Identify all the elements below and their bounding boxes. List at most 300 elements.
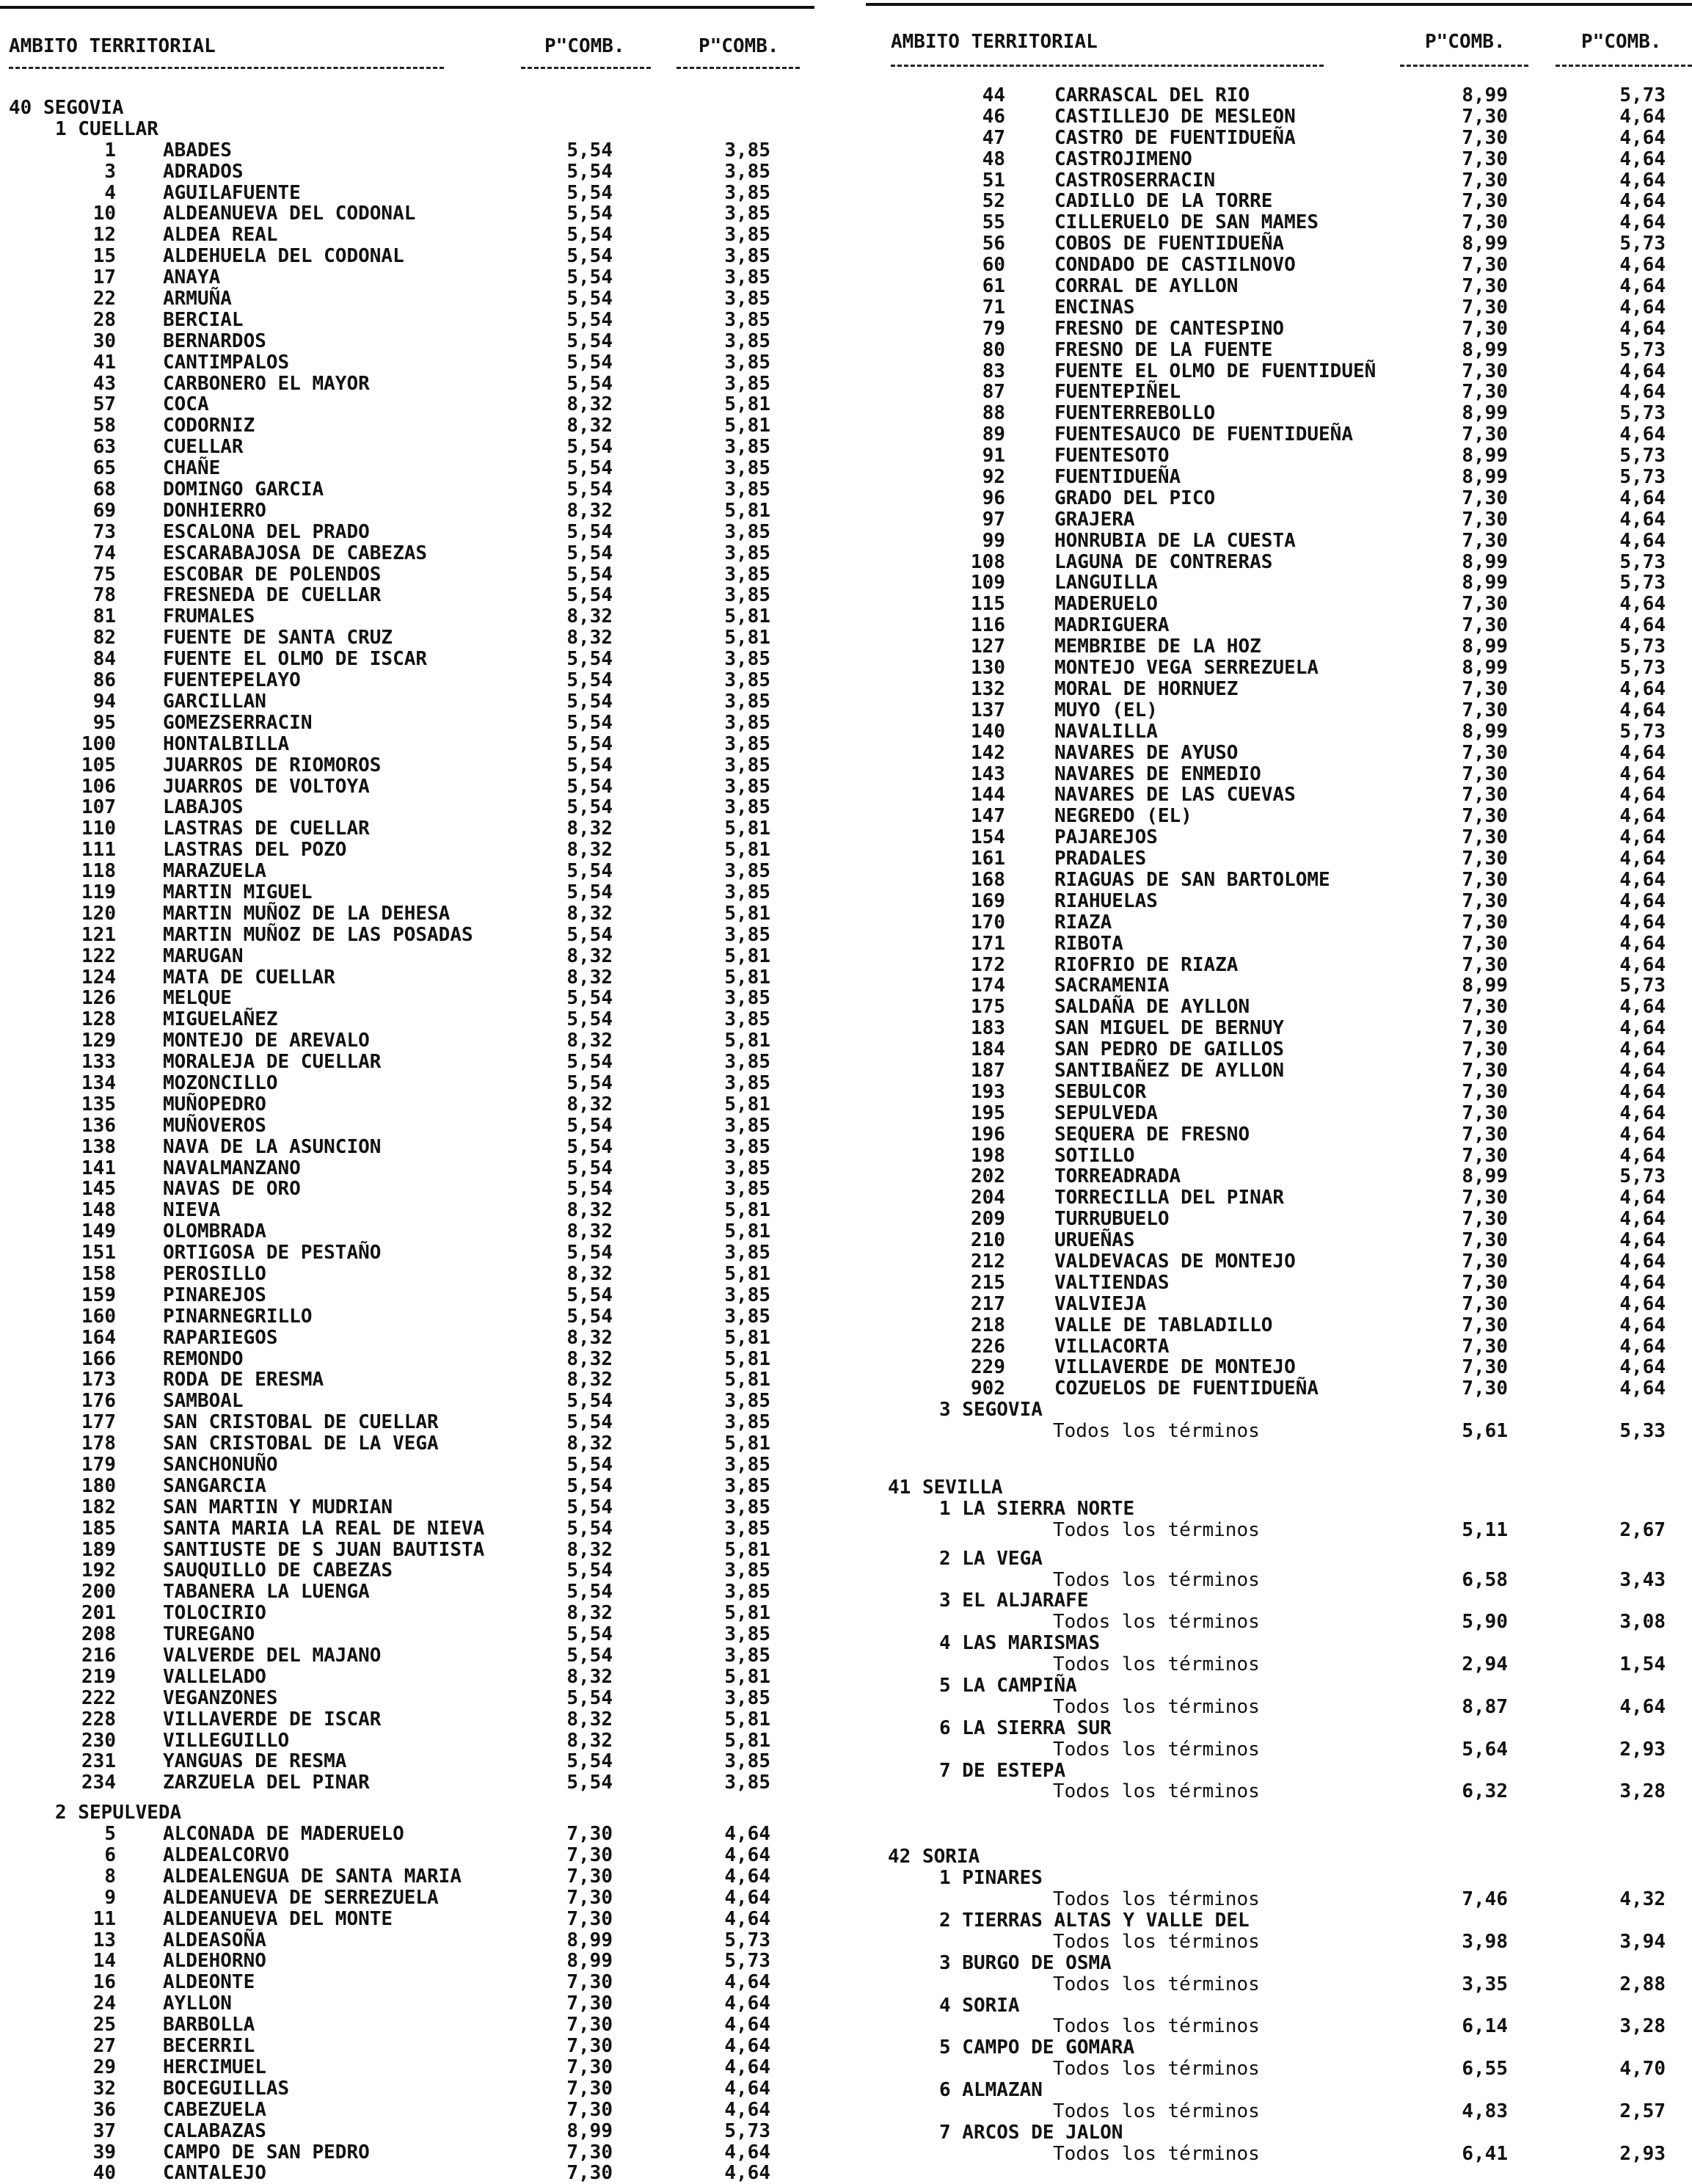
p-comb-value-2: 5,73	[1619, 720, 1666, 743]
municipality-row	[0, 797, 814, 818]
municipality-row	[866, 1146, 1692, 1167]
municipality-code: 127	[971, 636, 1005, 658]
municipality-name: JUARROS DE VOLTOYA	[163, 775, 370, 798]
p-comb-value-1: 8,32	[566, 1602, 613, 1625]
municipality-row	[866, 106, 1692, 128]
municipality-name: TOLOCIRIO	[163, 1602, 266, 1625]
municipality-name: GRADO DEL PICO	[1054, 487, 1216, 509]
municipality-code: 124	[81, 966, 116, 989]
p-comb-value-1: 7,30	[1462, 868, 1508, 891]
p-comb-value-1: 5,54	[566, 245, 613, 268]
municipality-name: MORAL DE HORNUEZ	[1054, 677, 1239, 700]
municipality-row	[866, 191, 1692, 212]
municipality-code: 178	[81, 1433, 116, 1455]
municipality-name: FRUMALES	[163, 605, 255, 628]
p-comb-value-2: 3,85	[724, 139, 770, 161]
p-comb-value-2: 3,85	[724, 1645, 770, 1667]
municipality-code: 166	[81, 1347, 116, 1370]
comarca-heading	[866, 1761, 1692, 1782]
municipality-code: 147	[971, 805, 1005, 828]
municipality-name: TURRUBUELO	[1054, 1208, 1170, 1231]
municipality-code: 148	[81, 1199, 116, 1222]
municipality-row	[866, 1357, 1692, 1378]
p-comb-value-1: 7,30	[1462, 1208, 1508, 1231]
municipality-code: 111	[81, 839, 116, 862]
p-comb-value-1: 5,54	[566, 1474, 613, 1497]
p-comb-value-1: 8,32	[566, 1326, 613, 1349]
p-comb-value-2: 4,64	[1619, 1271, 1666, 1294]
municipality-name: FUENTEPIÑEL	[1054, 381, 1181, 404]
p-comb-value-1: 7,30	[1462, 1356, 1508, 1379]
p-comb-value-1: 7,30	[1462, 593, 1508, 616]
comarca-heading	[866, 2122, 1692, 2144]
municipality-code: 136	[81, 1114, 116, 1137]
municipality-name: CASTILLEJO DE MESLEON	[1054, 105, 1296, 128]
municipality-name: NAVALMANZANO	[163, 1157, 301, 1179]
comarca-heading	[866, 1675, 1692, 1697]
municipality-row	[0, 988, 814, 1009]
p-comb-value-1: 7,30	[566, 2098, 613, 2121]
municipality-name: SOTILLO	[1054, 1144, 1135, 1167]
p-comb-value-2: 3,85	[724, 478, 770, 501]
municipality-name: VILLEGUILLO	[163, 1729, 290, 1752]
municipality-name: ALDEANUEVA DE SERREZUELA	[163, 1886, 439, 1909]
municipality-name: NIEVA	[163, 1199, 221, 1222]
municipality-name: BERNARDOS	[163, 330, 266, 352]
municipality-code: 110	[81, 818, 116, 840]
municipality-row	[866, 636, 1692, 658]
comarca-name: 3 EL ALJARAFE	[939, 1590, 1089, 1612]
all-terms-row	[866, 2016, 1692, 2037]
p-comb-value-2: 4,64	[1619, 911, 1666, 933]
municipality-code: 52	[982, 190, 1005, 213]
municipality-name: ALDEHORNO	[163, 1950, 266, 1973]
municipality-code: 170	[971, 911, 1005, 933]
p-comb-value-1: 5,54	[566, 1750, 613, 1773]
municipality-name: CODORNIZ	[163, 415, 255, 437]
p-comb-value-2: 4,64	[724, 1823, 770, 1846]
p-comb-value-1: 7,30	[1462, 381, 1508, 404]
p-comb-value-2: 4,64	[724, 1992, 770, 2015]
p-comb-value-2: 5,81	[724, 1369, 770, 1391]
municipality-row	[0, 1909, 814, 1930]
p-comb-value-1: 5,54	[566, 881, 613, 903]
p-comb-value-1: 8,99	[1462, 975, 1508, 997]
municipality-code: 195	[971, 1102, 1005, 1124]
municipality-row	[866, 509, 1692, 531]
p-comb-value-2: 5,81	[724, 1030, 770, 1052]
municipality-row	[0, 415, 814, 437]
p-comb-value-2: 4,64	[1619, 529, 1666, 552]
municipality-name: ESCOBAR DE POLENDOS	[163, 563, 382, 586]
municipality-code: 143	[971, 762, 1005, 785]
municipality-code: 219	[81, 1665, 116, 1688]
p-comb-value-2: 3,08	[1619, 1611, 1666, 1634]
p-comb-value-2: 5,81	[724, 1220, 770, 1243]
p-comb-value-1: 8,32	[566, 1708, 613, 1730]
p-comb-value-1: 8,99	[1462, 550, 1508, 573]
municipality-code: 17	[92, 266, 116, 289]
municipality-code: 69	[92, 499, 116, 522]
p-comb-value-2: 4,64	[1619, 826, 1666, 849]
p-comb-value-2: 5,81	[724, 1199, 770, 1222]
municipality-code: 25	[92, 2014, 116, 2036]
municipality-row	[866, 149, 1692, 170]
p-comb-value-2: 5,81	[724, 1326, 770, 1349]
municipality-code: 1	[104, 139, 116, 161]
comarca-heading	[866, 1995, 1692, 2017]
p-comb-value-1: 5,64	[1462, 1738, 1508, 1761]
municipality-name: ENCINAS	[1054, 296, 1135, 318]
p-comb-value-2: 3,43	[1619, 1568, 1666, 1591]
p-comb-value-1: 7,30	[1462, 423, 1508, 446]
municipality-name: SANGARCIA	[163, 1474, 266, 1497]
p-comb-value-2: 4,64	[1619, 932, 1666, 955]
comarca-heading	[866, 1868, 1692, 1889]
p-comb-value-2: 3,85	[724, 860, 770, 883]
municipality-name: FUENTE EL OLMO DE FUENTIDUEÑ	[1054, 360, 1376, 382]
municipality-code: 202	[971, 1165, 1005, 1188]
p-comb-value-1: 5,54	[566, 1454, 613, 1476]
municipality-code: 9	[104, 1886, 116, 1909]
p-comb-value-1: 8,32	[566, 1199, 613, 1222]
comarca-heading	[866, 1633, 1692, 1654]
all-terms-label: Todos los términos	[1053, 1653, 1260, 1676]
municipality-row	[866, 1378, 1692, 1399]
municipality-row	[0, 2078, 814, 2100]
municipality-name: LANGUILLA	[1054, 572, 1158, 594]
municipality-name: ESCALONA DEL PRADO	[163, 520, 370, 543]
municipality-row	[866, 1294, 1692, 1315]
p-comb-value-1: 7,30	[566, 1844, 613, 1867]
municipality-row	[866, 1124, 1692, 1146]
municipality-name: VALLELADO	[163, 1665, 266, 1688]
p-comb-value-1: 5,54	[566, 1517, 613, 1540]
municipality-row	[0, 818, 814, 840]
p-comb-value-1: 5,54	[566, 181, 613, 204]
municipality-code: 105	[81, 754, 116, 776]
p-comb-value-2: 5,81	[724, 1729, 770, 1752]
municipality-name: BARBOLLA	[163, 2014, 255, 2036]
p-comb-value-1: 6,41	[1462, 2142, 1508, 2165]
p-comb-value-1: 5,54	[566, 1008, 613, 1031]
p-comb-value-1: 7,30	[1462, 317, 1508, 340]
municipality-name: SAN CRISTOBAL DE CUELLAR	[163, 1411, 439, 1434]
p-comb-value-2: 4,64	[1619, 1017, 1666, 1040]
p-comb-value-2: 4,64	[1619, 1229, 1666, 1252]
p-comb-value-1: 8,99	[1462, 720, 1508, 743]
p-comb-value-1: 7,30	[1462, 296, 1508, 318]
municipality-name: NAVAS DE ORO	[163, 1178, 301, 1201]
municipality-name: SAN MARTIN Y MUDRIAN	[163, 1496, 393, 1518]
municipality-name: MADERUELO	[1054, 593, 1158, 616]
municipality-name: COZUELOS DE FUENTIDUEÑA	[1054, 1377, 1319, 1400]
p-comb-value-2: 5,81	[724, 818, 770, 840]
municipality-code: 196	[971, 1123, 1005, 1146]
municipality-code: 118	[81, 860, 116, 883]
municipality-name: AYLLON	[163, 1992, 232, 2015]
p-comb-value-1: 6,32	[1462, 1780, 1508, 1803]
p-comb-value-2: 3,85	[724, 754, 770, 776]
municipality-code: 234	[81, 1772, 116, 1794]
municipality-row	[0, 649, 814, 670]
municipality-row	[866, 255, 1692, 276]
p-comb-value-1: 8,99	[1462, 84, 1508, 106]
p-comb-value-2: 5,81	[724, 1602, 770, 1625]
municipality-row	[0, 246, 814, 267]
municipality-name: SANCHONUÑO	[163, 1454, 278, 1476]
p-comb-value-1: 5,54	[566, 711, 613, 734]
comarca-name: 4 LAS MARISMAS	[939, 1632, 1101, 1655]
municipality-row	[866, 1018, 1692, 1039]
p-comb-value-1: 7,30	[1462, 211, 1508, 234]
all-terms-label: Todos los términos	[1053, 2058, 1260, 2081]
municipality-row	[866, 1315, 1692, 1336]
all-terms-row	[866, 1570, 1692, 1591]
municipality-row	[0, 1581, 814, 1603]
municipality-code: 209	[971, 1208, 1005, 1231]
p-comb-value-2: 4,64	[724, 1886, 770, 1909]
all-terms-row	[866, 1520, 1692, 1541]
p-comb-value-2: 3,85	[724, 1242, 770, 1264]
municipality-name: PEROSILLO	[163, 1262, 266, 1285]
municipality-name: CARBONERO EL MAYOR	[163, 372, 370, 395]
municipality-row	[0, 564, 814, 586]
municipality-code: 106	[81, 775, 116, 798]
municipality-row	[866, 128, 1692, 149]
municipality-name: FUENTESOTO	[1054, 445, 1170, 467]
p-comb-value-1: 5,54	[566, 1284, 613, 1306]
municipality-code: 192	[81, 1559, 116, 1582]
p-comb-value-1: 7,30	[1462, 148, 1508, 170]
p-comb-value-1: 8,32	[566, 1729, 613, 1752]
municipality-code: 11	[92, 1907, 116, 1930]
municipality-row	[866, 445, 1692, 467]
p-comb-value-2: 4,64	[1619, 1102, 1666, 1124]
p-comb-value-1: 8,32	[566, 1538, 613, 1561]
municipality-code: 171	[971, 932, 1005, 955]
municipality-code: 81	[92, 605, 116, 628]
municipality-name: NAVARES DE LAS CUEVAS	[1054, 784, 1296, 807]
p-comb-value-2: 5,73	[724, 1929, 770, 1951]
municipality-code: 58	[92, 415, 116, 437]
p-comb-value-2: 4,64	[1619, 508, 1666, 531]
p-comb-value-1: 5,54	[566, 160, 613, 183]
p-comb-value-2: 4,64	[1619, 296, 1666, 318]
p-comb-value-1: 7,30	[1462, 1059, 1508, 1082]
municipality-row	[866, 572, 1692, 594]
p-comb-value-2: 5,73	[1619, 466, 1666, 489]
p-comb-value-1: 5,54	[566, 224, 613, 247]
p-comb-value-2: 5,73	[1619, 233, 1666, 255]
p-comb-value-1: 7,46	[1462, 1888, 1508, 1911]
p-comb-value-2: 4,64	[724, 1971, 770, 1994]
p-comb-value-2: 5,81	[724, 1347, 770, 1370]
municipality-name: BOCEGUILLAS	[163, 2077, 290, 2100]
municipality-row	[866, 1060, 1692, 1082]
column-header-ambito: AMBITO TERRITORIAL	[891, 31, 1098, 53]
municipality-name: GRAJERA	[1054, 508, 1135, 531]
municipality-row	[0, 1709, 814, 1730]
municipality-name: SAN CRISTOBAL DE LA VEGA	[163, 1433, 439, 1455]
comarca-heading	[866, 1953, 1692, 1974]
p-comb-value-2: 4,64	[1619, 360, 1666, 382]
municipality-code: 97	[982, 508, 1005, 531]
comarca-name: 6 LA SIERRA SUR	[939, 1717, 1112, 1739]
municipality-name: TUREGANO	[163, 1623, 255, 1646]
municipality-code: 82	[92, 627, 116, 649]
municipality-name: MELQUE	[163, 987, 232, 1010]
municipality-name: MARTIN MUÑOZ DE LA DEHESA	[163, 902, 451, 925]
municipality-code: 144	[971, 784, 1005, 807]
p-comb-value-2: 4,64	[1619, 275, 1666, 298]
p-comb-value-1: 8,32	[566, 1093, 613, 1115]
p-comb-value-2: 4,64	[1619, 211, 1666, 234]
municipality-name: LABAJOS	[163, 796, 244, 819]
municipality-code: 208	[81, 1623, 116, 1646]
comarca-heading	[866, 1590, 1692, 1612]
municipality-row	[0, 670, 814, 691]
p-comb-value-1: 5,54	[566, 648, 613, 671]
p-comb-value-2: 4,64	[1619, 1377, 1666, 1400]
municipality-name: COCA	[163, 393, 209, 416]
all-terms-label: Todos los términos	[1053, 1930, 1260, 1953]
municipality-code: 215	[971, 1271, 1005, 1294]
municipality-name: PINARNEGRILLO	[163, 1305, 313, 1328]
municipality-code: 41	[92, 351, 116, 374]
p-comb-value-1: 7,30	[566, 2162, 613, 2184]
municipality-row	[0, 882, 814, 903]
municipality-code: 158	[81, 1262, 116, 1285]
p-comb-value-1: 8,99	[566, 1950, 613, 1973]
comarca-heading	[866, 1718, 1692, 1739]
p-comb-value-2: 4,64	[1619, 1250, 1666, 1273]
p-comb-value-2: 2,93	[1619, 2142, 1666, 2165]
right-page-column	[866, 0, 1692, 2174]
column-header-p-comb-2: P"COMB.	[699, 35, 779, 57]
municipality-row	[0, 861, 814, 882]
municipality-name: SANTIUSTE DE S JUAN BAUTISTA	[163, 1538, 485, 1561]
municipality-name: CHAÑE	[163, 457, 221, 480]
municipality-name: LASTRAS DEL POZO	[163, 839, 347, 862]
p-comb-value-2: 2,67	[1619, 1518, 1666, 1541]
p-comb-value-2: 3,85	[724, 669, 770, 692]
municipality-code: 121	[81, 923, 116, 946]
municipality-code: 51	[982, 169, 1005, 192]
municipality-name: MONTEJO VEGA SERREZUELA	[1054, 657, 1319, 680]
all-terms-label: Todos los términos	[1053, 1420, 1260, 1443]
municipality-row	[0, 310, 814, 331]
municipality-name: CADILLO DE LA TORRE	[1054, 190, 1273, 213]
municipality-row	[0, 2142, 814, 2163]
comarca-name: 7 ARCOS DE JALON	[939, 2121, 1123, 2144]
all-terms-row	[866, 1932, 1692, 1953]
comarca-name: 7 DE ESTEPA	[939, 1759, 1066, 1782]
p-comb-value-1: 5,54	[566, 1242, 613, 1264]
p-comb-value-2: 4,64	[1619, 1292, 1666, 1315]
p-comb-value-2: 5,81	[724, 1708, 770, 1730]
p-comb-value-1: 7,30	[1462, 360, 1508, 382]
p-comb-value-1: 5,54	[566, 1581, 613, 1604]
p-comb-value-1: 8,87	[1462, 1695, 1508, 1718]
p-comb-value-1: 5,54	[566, 1178, 613, 1201]
municipality-code: 129	[81, 1030, 116, 1052]
municipality-row	[866, 1230, 1692, 1251]
municipality-code: 65	[92, 457, 116, 480]
p-comb-value-2: 3,85	[724, 1454, 770, 1476]
p-comb-value-1: 5,54	[566, 457, 613, 480]
p-comb-value-2: 3,85	[724, 1071, 770, 1094]
municipality-row	[0, 1951, 814, 1972]
municipality-row	[866, 721, 1692, 743]
municipality-name: CANTIMPALOS	[163, 351, 290, 374]
municipality-name: SANTIBAÑEZ DE AYLLON	[1054, 1059, 1285, 1082]
municipality-name: ANAYA	[163, 266, 221, 289]
p-comb-value-2: 3,85	[724, 1135, 770, 1158]
p-comb-value-2: 3,85	[724, 1581, 770, 1604]
p-comb-value-2: 5,73	[1619, 975, 1666, 997]
header-underline	[1556, 65, 1692, 67]
p-comb-value-1: 8,99	[1462, 402, 1508, 425]
p-comb-value-1: 2,94	[1462, 1653, 1508, 1676]
municipality-row	[0, 1306, 814, 1328]
municipality-row	[0, 374, 814, 395]
p-comb-value-1: 5,54	[566, 288, 613, 310]
municipality-code: 184	[971, 1038, 1005, 1061]
p-comb-value-2: 3,85	[724, 563, 770, 586]
municipality-name: ALDEONTE	[163, 1971, 255, 1994]
p-comb-value-2: 5,73	[1619, 445, 1666, 467]
municipality-name: GARCILLAN	[163, 690, 266, 713]
p-comb-value-1: 8,32	[566, 1030, 613, 1052]
municipality-row	[866, 764, 1692, 785]
municipality-code: 30	[92, 330, 116, 352]
municipality-code: 4	[104, 181, 116, 204]
municipality-name: NAVALILLA	[1054, 720, 1158, 743]
municipality-name: DOMINGO GARCIA	[163, 478, 324, 501]
municipality-code: 15	[92, 245, 116, 268]
municipality-name: TORREADRADA	[1054, 1165, 1181, 1188]
municipality-code: 173	[81, 1369, 116, 1391]
p-comb-value-1: 8,99	[1462, 1165, 1508, 1188]
p-comb-value-2: 4,64	[724, 2141, 770, 2163]
municipality-code: 22	[92, 288, 116, 310]
p-comb-value-1: 7,30	[1462, 805, 1508, 828]
municipality-name: TABANERA LA LUENGA	[163, 1581, 370, 1604]
municipality-name: LASTRAS DE CUELLAR	[163, 818, 370, 840]
p-comb-value-2: 3,85	[724, 1114, 770, 1137]
p-comb-value-1: 8,99	[1462, 636, 1508, 658]
municipality-row	[866, 700, 1692, 721]
p-comb-value-2: 4,64	[1619, 805, 1666, 828]
municipality-row	[0, 925, 814, 946]
all-terms-label: Todos los términos	[1053, 1973, 1260, 1995]
municipality-row	[0, 543, 814, 564]
municipality-code: 99	[982, 529, 1005, 552]
municipality-row	[0, 2121, 814, 2142]
municipality-name: FUENTERREBOLLO	[1054, 402, 1216, 425]
header-underline	[677, 67, 800, 69]
p-comb-value-1: 5,54	[566, 372, 613, 395]
p-comb-value-1: 5,54	[566, 1686, 613, 1709]
all-terms-row	[866, 1889, 1692, 1910]
municipality-row	[0, 713, 814, 734]
p-comb-value-1: 5,54	[566, 732, 613, 755]
p-comb-value-1: 5,54	[566, 1071, 613, 1094]
municipality-code: 180	[81, 1474, 116, 1497]
p-comb-value-2: 5,81	[724, 1665, 770, 1688]
p-comb-value-2: 3,85	[724, 796, 770, 819]
